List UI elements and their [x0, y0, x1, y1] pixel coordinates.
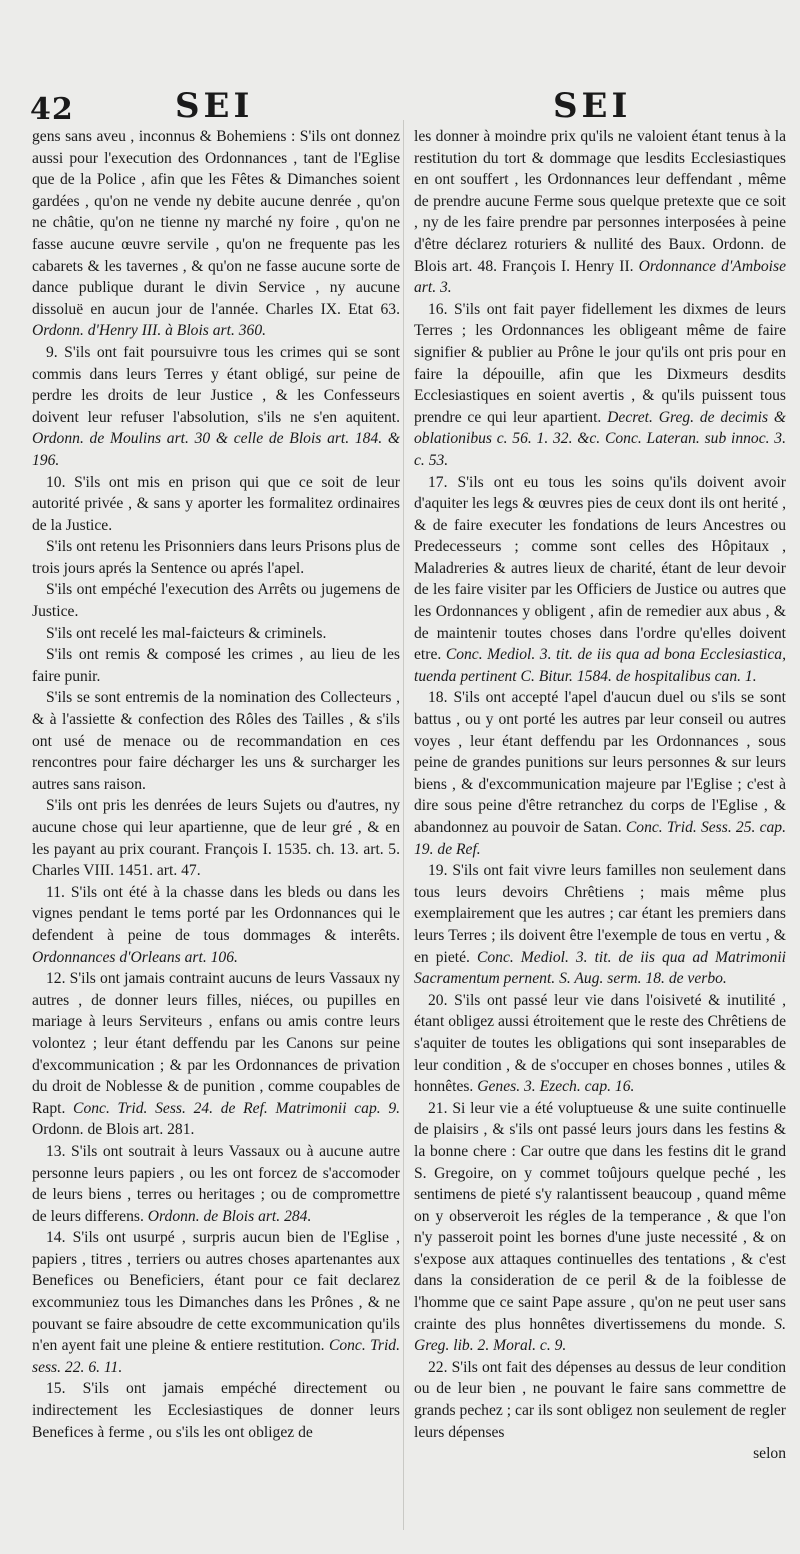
- paragraph: [32, 623, 400, 645]
- citation: Conc. Trid. Sess. 24. de Ref. Matrimonii cap. 9.: [73, 1099, 401, 1117]
- citation: Ordonnances d'Orleans art. 106.: [32, 948, 238, 966]
- paragraph-text: 15. S'ils ont jamais empéché directement ou indirectement les Ecclesiastiques de donner leurs Benefices à ferme , ou s'ils les ont obligez de: [32, 1380, 400, 1441]
- paragraph-text: S'ils se sont entremis de la nomination des Collecteurs , & à l'assiette & confection des Rôles des Tailles , & s'ils ont usé de menace ou de recommandation en ces rencontres pour faire décharger les uns & surcharger les autres sans raison.: [32, 689, 400, 793]
- citation: Decret. Greg. de decimis & oblationibus c. 56. 1. 32. &c. Conc. Lateran. sub innoc. 3. c. 53.: [414, 408, 786, 469]
- paragraph-text: S'ils ont remis & composé les crimes , au lieu de les faire punir.: [32, 646, 400, 685]
- citation: Conc. Mediol. 3. tit. de iis qua ad Matrimonii Sacramentum pernent. S. Aug. serm. 18. de verbo.: [414, 948, 787, 988]
- paragraph-text: S'ils ont pris les denrées de leurs Sujets ou d'autres, ny aucune chose qui leur apartienne, que de leur gré , & en les payant au prix courant. François I. 1535. ch. 13. art. 5. Charles VIII. 1451. art. 47.: [32, 797, 400, 880]
- paragraph: [414, 860, 786, 990]
- paragraph-text: S'ils ont retenu les Prisonniers dans leurs Prisons plus de trois jours aprés la Sentence ou aprés l'apel.: [32, 538, 400, 577]
- paragraph-text: gens sans aveu , inconnus & Bohemiens : S'ils ont donnez aussi pour l'execution des Ordonnances , tant de l'Eglise que de la Police , afin que les Fêtes & Dimanches soient gardées , qu'on ne vende ny debite aucune denrée , qu'on ne châtie, qu'on ne tienne ny marché ny foire , qu'on ne fasse aucune œuvre servile , qu'on ne frequente pas les cabarets & les tavernes , & qu'on ne fasse aucune sorte de dance publique durant le divin Service , ny aucune dissoluë en aucun jour de l'année. Charles IX. Etat 63.: [32, 128, 400, 318]
- citation: Conc. Trid. Sess. 25. cap. 19. de Ref.: [414, 819, 786, 858]
- paragraph-text: 14. S'ils ont usurpé , surpris aucun bien de l'Eglise , papiers , titres , terriers ou autres choses apartenantes aux Benefices ou Beneficiers, étant pour ce fait declarez excommuniez tous les Dimanches dans les Prônes , & ne pouvant se faire absoudre de cette excommunication qu'ils n'en ayent fait une pleine & entiere restitution.: [32, 1229, 400, 1355]
- paragraph: [32, 1227, 400, 1378]
- paragraph: [32, 126, 400, 342]
- citation: Ordonn. de Blois art. 284.: [147, 1207, 312, 1225]
- paragraph-text: 16. S'ils ont fait payer fidellement les dixmes de leurs Terres ; les Ordonnances les obligeant même de faire signifier & publier au Prône le jour qu'ils ont pris pour en faire la dépouille, afin que les Dixmeurs desdits Ecclesiastiques en soient avertis , & qu'ils puissent tous prendre ce qui leur apartient.: [414, 300, 786, 426]
- citation: Genes. 3. Ezech. cap. 16.: [477, 1078, 635, 1096]
- citation: Conc. Mediol. 3. tit. de iis qua ad bona Ecclesiastica, tuenda pertinent C. Bitur. 1584. de hospitalibus can. 1.: [414, 646, 786, 685]
- citation: Conc. Trid. sess. 22. 6. 11.: [32, 1337, 401, 1376]
- running-head-right: SEI: [553, 86, 632, 126]
- paragraph-text: S'ils ont recelé les mal-faicteurs & criminels.: [46, 624, 327, 642]
- paragraph: [32, 687, 400, 795]
- paragraph: [32, 1378, 400, 1443]
- paragraph: [32, 795, 400, 881]
- paragraph-text: 12. S'ils ont jamais contraint aucuns de leurs Vassaux ny autres , de donner leurs filles, niéces, ou pupilles en mariage à leurs Serviteurs , enfans ou amis contre leurs volontez ; leur étant deffendu par les Canons sur peine d'excommunication ; & par les Ordonnances de privation du droit de Noblesse & de punition , comme coupables de Rapt.: [32, 970, 400, 1117]
- paragraph: [32, 644, 400, 687]
- left-text-column: [32, 126, 400, 1443]
- paragraph-text: les donner à moindre prix qu'ils ne valoient étant tenus à la restitution du tort & dommage que lesdits Ecclesiastiques en ont souffert , les Ordonnances leur deffendant , même de prendre aucune Ferme sous quelque pretexte que ce soit , ny de les faire prendre par personnes interposées à peine d'être déclarez roturiers & nullité des Baux. Ordonn. de Blois art. 48. François I. Henry II.: [414, 128, 786, 275]
- citation: S. Greg. lib. 2. Moral. c. 9.: [414, 1315, 786, 1355]
- citation: Ordonnance d'Amboise art. 3.: [414, 257, 787, 297]
- paragraph-text: 11. S'ils ont été à la chasse dans les bleds ou dans les vignes pendant le tems porté par les Ordonnances qui le defendent à peine de tous dommages & interêts.: [32, 883, 400, 944]
- paragraph: [414, 472, 786, 688]
- paragraph-text: 10. S'ils ont mis en prison qui que ce soit de leur autorité privée , & sans y aporter les formalitez ordinaires de la Justice.: [32, 473, 400, 534]
- paragraph-text: 21. Si leur vie a été voluptueuse & une suite continuelle de plaisirs , & s'ils ont passé leurs jours dans les festins & la bonne chere : Car outre que dans les festins dit le grand S. Gregoire, on y commet toûjours quelque peché , les sentimens de pieté s'y ralantissent beaucoup , quand même on y observeroit les régles de la temperance , & que l'on n'y passeroit point les bornes d'une juste necessité , & on s'expose aux attaques continuelles des tentations , & c'est dans la consideration de ce peril & de la foiblesse de l'homme que ce saint Pape assure , qu'on ne peut user sans crainte des plus honnêtes divertissemens du monde.: [414, 1099, 786, 1333]
- paragraph-text: 20. S'ils ont passé leur vie dans l'oisiveté & inutilité , étant obligez aussi étroitement que le reste des Chrêtiens de s'aquiter de toutes les obligations qui sont inseparables de leur condition , & de s'occuper en choses bonnes , utiles & honnêtes.: [414, 991, 786, 1096]
- paragraph: [414, 1357, 786, 1443]
- paragraph: [32, 968, 400, 1141]
- paragraph: [32, 882, 400, 968]
- paragraph: [414, 1098, 786, 1357]
- paragraph-text: 22. S'ils ont fait des dépenses au dessus de leur condition ou de leur bien , ne pouvant le faire sans commettre de grands pechez ; car ils sont obligez non seulement de regler leurs dépenses: [414, 1358, 786, 1441]
- paragraph: [414, 299, 786, 472]
- paragraph-text: 13. S'ils ont soutrait à leurs Vassaux ou à aucune autre personne leurs papiers , ou les ont forcez de s'accomoder de leurs biens , terres ou heritages ; ou de compromettre de leurs differens.: [32, 1142, 400, 1225]
- catchword: selon: [753, 1445, 786, 1463]
- paragraph-text: 17. S'ils ont eu tous les soins qu'ils doivent avoir d'aquiter les legs & œuvres pies de ceux dont ils ont herité , & de faire executer les fondations de leurs Ancestres ou Predecesseurs ; comme sont celles des Hôpitaux , Maladreries & autres lieux de charité, étant de leur devoir de les faire visiter par les Officiers de Justice ou autres que les Ordonnances y obligent , afin de remedier aux abus , & de maintenir toutes choses dans l'ordre qu'elles doivent etre.: [414, 473, 786, 664]
- running-head-left: SEI: [175, 86, 254, 126]
- paragraph-text: 19. S'ils ont fait vivre leurs familles non seulement dans tous leurs devoirs Chrêtiens ; mais même plus exemplairement que les autres ; car étant les premiers dans leurs Terres ; ils doivent être l'exemple de tous en vertu , & en pieté.: [414, 862, 786, 966]
- paragraph: [32, 472, 400, 537]
- citation: Ordonn. d'Henry III. à Blois art. 360.: [32, 322, 267, 340]
- page-number: 42: [30, 92, 74, 127]
- paragraph-text: 9. S'ils ont fait poursuivre tous les crimes qui se sont commis dans leurs Terres y étant obligé, sur peine de perdre les droits de leur Justice , & les Confesseurs doivent leur refuser l'absolution, s'ils ne s'en aquitent.: [32, 343, 400, 426]
- paragraph: [32, 1141, 400, 1227]
- paragraph-tail: Ordonn. de Blois art. 281.: [32, 1121, 195, 1139]
- paragraph: [32, 579, 400, 622]
- paragraph-text: 18. S'ils ont accepté l'apel d'aucun duel ou s'ils se sont battus , ou y ont porté les autres par leur conseil ou autres voyes , leur étant deffendu par les Ordonnances , sous peine de grandes punitions sur leurs personnes & sur leurs biens , & d'excommunication majeure par l'Eglise ; c'est à dire sous peine d'être retranchez du corps de l'Eglise , & abandonnez au pouvoir de Satan.: [414, 689, 786, 836]
- paragraph: [32, 536, 400, 579]
- paragraph: [414, 687, 786, 860]
- paragraph-text: S'ils ont empéché l'execution des Arrêts ou jugemens de Justice.: [32, 581, 400, 621]
- citation: Ordonn. de Moulins art. 30 & celle de Blois art. 184. & 196.: [32, 430, 400, 469]
- right-text-column: [414, 126, 786, 1465]
- paragraph: [414, 126, 786, 299]
- column-gutter: [403, 120, 404, 1530]
- paragraph: [414, 990, 786, 1098]
- paragraph: [32, 342, 400, 472]
